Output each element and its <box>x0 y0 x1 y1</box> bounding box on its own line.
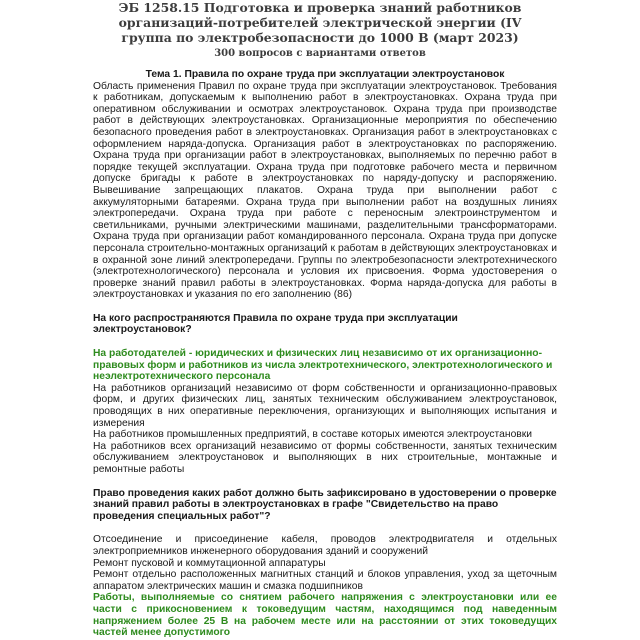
question-1-answer: На работников промышленных предприятий, в составе которых имеются электроустановки <box>93 429 533 441</box>
document-title: ЭБ 1258.15 Подготовка и проверка знаний работников организаций-потребителей электрической энергии (IV группа по электробезопасности до 1000 В (март 2023) <box>118 0 522 45</box>
question-1-answer: На работников организаций независимо от форм собственности и организационно-правовых форм, и других физических лиц, занятых техническим обслуживанием электроустановок, проводящих в них оперативные переключения, организующих и выполняющих испытания и измерения <box>93 382 557 429</box>
question-2-answer: Ремонт пусковой и коммутационной аппаратуры <box>93 557 326 569</box>
question-1-correct-answer: На работодателей - юридических и физических лиц независимо от их организационно-правовых форм и работников из числа электротехнического, электротехнологического и неэлектротехнического персонала <box>93 348 553 383</box>
section-paragraph: Область применения Правил по охране труда при эксплуатации электроустановок. Требования к работникам, допускаемым к выполнению работ в электроустановках. Охрана труда при оперативном обслуживании и осмотрах электроустановок. Охрана труда при производстве работ в действующих электроустановках. Организационные мероприятия по обеспечению безопасного проведения работ в электроустановках. Организация работ в электроустановках с оформлением наряда-допуска. Организация работ в электроустановках по распоряжению. Охрана труда при организации работ в электроустановках, выполняемых по перечню работ в порядке текущей эксплуатации. Охрана труда при подготовке рабочего места и первичном допуске бригады к работе в электроустановках по наряду-допуску и распоряжению. Вывешивание запрещающих плакатов. Охрана труда при выполнении работ с аккумуляторными батареями. Охрана труда при выполнении работ на воздушных линиях электропередачи. Охрана труда при работе с переносным электроинструментом и светильниками, ручными электрическими машинами, разделительными трансформаторами. Охрана труда при организации работ командированного персонала. Охрана труда при допуске персонала строительно-монтажных организаций к работам в действующих электроустановках и в охранной зоне линий электропередачи. Группы по электробезопасности электротехнического (электротехнологического) персонала и условия их присвоения. Форма удостоверения о проверке знаний правил работы в электроустановках. Форма наряда-допуска для работы в электроустановках и указания по его заполнению (86) <box>93 80 557 301</box>
document-subtitle: 300 вопросов с вариантами ответов <box>214 48 426 59</box>
question-2-correct-answer: Работы, выполняемые со снятием рабочего напряжения с электроустановки или ее части с прикосновением к токоведущим частям, находящимся под наведенным напряжением более 25 В на рабочем месте или на расстоянии от этих токоведущих частей менее допустимого <box>93 592 557 639</box>
question-2-answer: Ремонт отдельно расположенных магнитных станций и блоков управления, уход за щеточным аппаратом электрических машин и смазка подшипников <box>93 569 557 592</box>
section-title: Тема 1. Правила по охране труда при эксплуатации электроустановок <box>145 69 505 80</box>
document-body <box>93 69 557 639</box>
question-1: На кого распространяются Правила по охране труда при эксплуатации электроустановок? <box>93 312 458 336</box>
question-2: Право проведения каких работ должно быть зафиксировано в удостоверении о проверке знаний правил работы в электроустановках в графе "Свидетельство на право проведения специальных работ"? <box>93 487 557 522</box>
question-1-answer: На работников всех организаций независимо от формы собственности, занятых техническим обслуживанием электроустановок и выполняющих в них строительные, монтажные и ремонтные работы <box>93 440 557 475</box>
document-header <box>92 0 548 61</box>
question-2-answer: Отсоединение и присоединение кабеля, проводов электродвигателя и отдельных электроприемников инженерного оборудования зданий и сооружений <box>93 534 557 557</box>
